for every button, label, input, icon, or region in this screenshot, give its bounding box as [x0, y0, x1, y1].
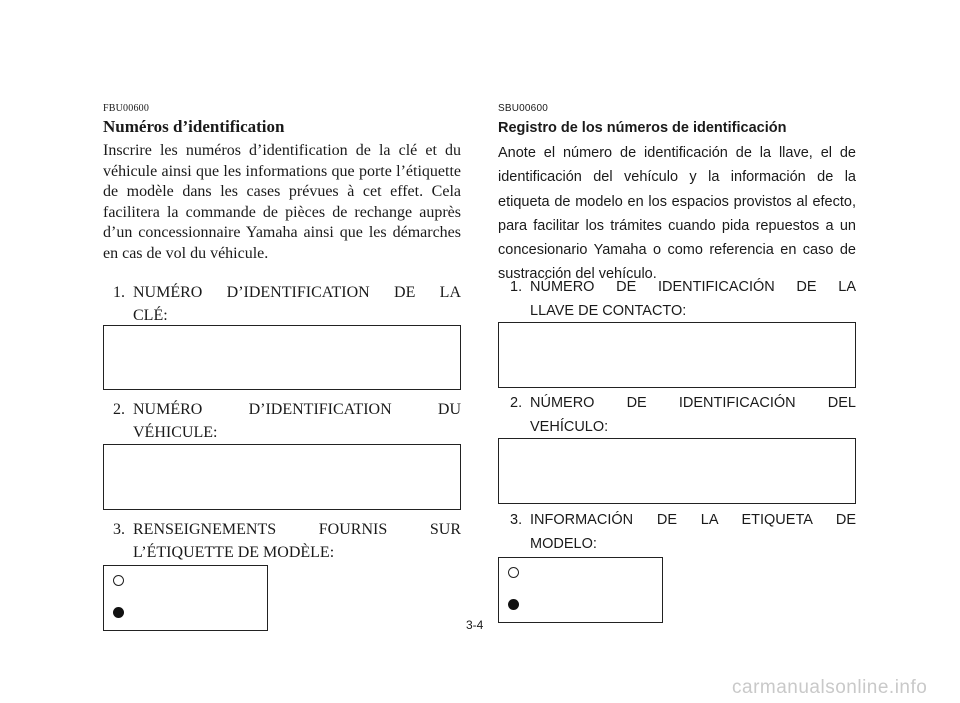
item-label-line2: LLAVE DE CONTACTO:: [530, 303, 687, 319]
watermark: carmanualsonline.info: [732, 677, 928, 698]
open-circle-icon: [508, 567, 519, 578]
key-number-field[interactable]: [498, 322, 856, 388]
filled-circle-icon: [508, 599, 519, 610]
section-code: SBU00600: [498, 103, 548, 114]
filled-circle-icon: [113, 607, 124, 618]
vehicle-number-field[interactable]: [103, 444, 461, 510]
list-item-key-number: [113, 281, 461, 327]
item-label-line1: INFORMACIÓN DE LA ETIQUETA DE: [530, 512, 856, 528]
item-number: 1.: [510, 279, 523, 295]
list-item-key-number: [510, 275, 856, 323]
list-item-vehicle-number: [510, 391, 856, 439]
item-label-line2: VEHÍCULO:: [530, 419, 609, 435]
item-label-line1: NUMÉRO D’IDENTIFICATION DE LA: [133, 284, 461, 301]
section-title: Registro de los números de identificación: [498, 120, 787, 136]
item-number: 2.: [510, 395, 523, 411]
item-label-line1: RENSEIGNEMENTS FOURNIS SUR: [133, 521, 461, 538]
section-paragraph: Anote el número de identificación de la llave, el de identificación del vehículo y la información de la etiqueta de modelo en los espacios provistos al efecto, para facilitar los trámites cuando pida repuestos a un concesionario Yamaha o como referencia en caso de sustracción del vehículo.: [498, 145, 856, 283]
model-label-field[interactable]: [103, 565, 268, 631]
vehicle-number-field[interactable]: [498, 438, 856, 504]
item-label-line1: NÚMERO DE IDENTIFICACIÓN DEL: [530, 395, 856, 411]
item-label-line2: CLÉ:: [133, 307, 168, 324]
section-title: Numéros d’identification: [103, 117, 285, 136]
section-code: FBU00600: [103, 103, 150, 114]
item-label-line2: VÉHICULE:: [133, 424, 218, 441]
item-label-line1: NUMÉRO D’IDENTIFICATION DU: [133, 401, 461, 418]
model-label-field[interactable]: [498, 557, 663, 623]
list-item-model-label: [113, 518, 461, 564]
item-label-line1: NÚMERO DE IDENTIFICACIÓN DE LA: [530, 279, 856, 295]
section-paragraph: Inscrire les numéros d’identification de la clé et du véhicule ainsi que les informations que porte l’étiquette de modèle dans les cases prévues à cet effet. Cela facilitera la commande de pièces de rechange auprès d’un concessionnaire Yamaha ainsi que les démarches en cas de vol du véhicule.: [103, 142, 461, 262]
list-item-vehicle-number: [113, 398, 461, 444]
item-number: 1.: [113, 284, 125, 301]
item-number: 2.: [113, 401, 125, 418]
item-number: 3.: [113, 521, 125, 538]
item-number: 3.: [510, 512, 523, 528]
list-item-model-label: [510, 508, 856, 556]
page-number: 3-4: [466, 618, 484, 632]
item-label-line2: L’ÉTIQUETTE DE MODÈLE:: [133, 544, 335, 561]
item-label-line2: MODELO:: [530, 536, 597, 552]
key-number-field[interactable]: [103, 325, 461, 390]
open-circle-icon: [113, 575, 124, 586]
